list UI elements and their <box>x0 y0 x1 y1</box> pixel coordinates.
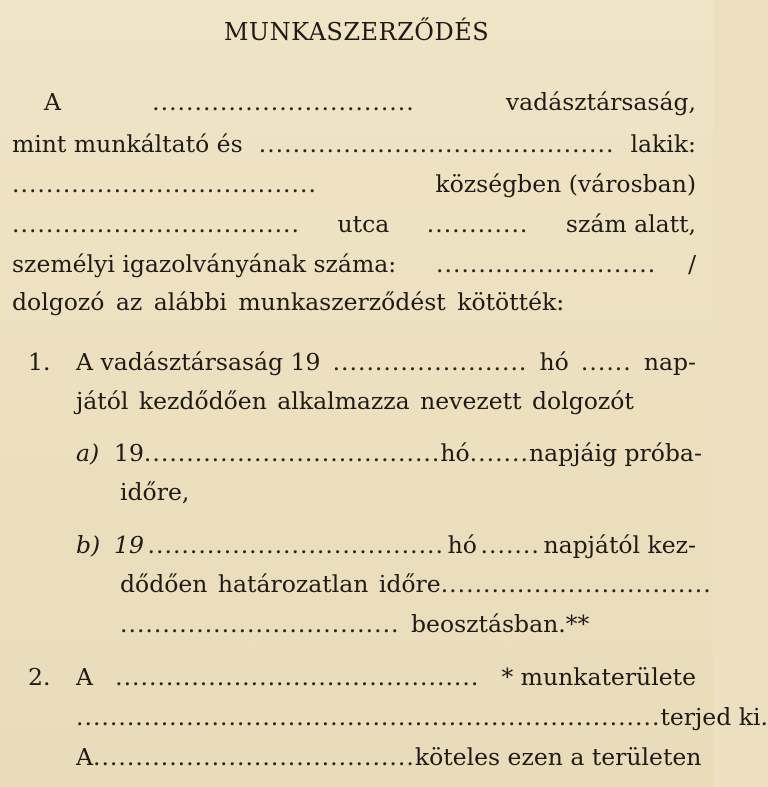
intro-contract-text: dolgozó az alábbi munkaszerződést kötötték: <box>12 288 565 316</box>
intro-street-word: utca <box>337 210 390 238</box>
item-1a-label: a) <box>76 439 100 467</box>
item-1a-time-text: időre, <box>120 478 190 506</box>
blank-village-name: .................................... <box>12 170 317 198</box>
item-1-employ-text: jától kezdődően alkalmazza nevezett dolgozót <box>76 387 634 415</box>
item-1-line-2 <box>76 386 696 416</box>
item-2-article-2: A <box>76 743 93 771</box>
blank-item-1a-day: ....... <box>469 439 529 467</box>
intro-line-3 <box>12 169 696 199</box>
blank-item-1b-position-cont: ................................. <box>120 610 400 638</box>
item-2-article: A <box>76 663 93 691</box>
item-2-number: 2. <box>28 663 51 691</box>
item-1b-assignment-text: beosztásban.** <box>411 610 590 638</box>
item-2-line-3 <box>76 742 702 772</box>
blank-item-1b-day: ....... <box>480 531 540 559</box>
blank-employee-name: .......................................... <box>258 130 615 158</box>
item-2-extends-text: terjed ki. <box>660 703 768 731</box>
item-1b-indefinite-text: dődően határozatlan időre <box>120 570 441 598</box>
intro-article: A <box>44 88 61 116</box>
item-2-line-2 <box>76 702 768 732</box>
blank-item-1b-position: ................................ <box>440 570 712 598</box>
blank-item-1-day: ...... <box>580 348 632 376</box>
item-1a-year-prefix: 19 <box>114 439 144 467</box>
item-1b-month-word: hó <box>447 531 477 559</box>
item-1b-line-2 <box>120 569 712 599</box>
blank-item-2-area: ..................................................................... <box>76 703 661 731</box>
item-2-obliged-text: köteles ezen a területen <box>414 743 702 771</box>
item-1b-year-prefix: 19 <box>114 531 144 559</box>
intro-village-word: községben (városban) <box>435 170 696 198</box>
item-2-line-1 <box>76 662 696 692</box>
blank-item-1-year: ....................... <box>332 348 528 376</box>
intro-number-word: szám alatt, <box>565 210 696 238</box>
blank-item-2-name: ........................................... <box>115 663 480 691</box>
item-1-month-word: hó <box>539 348 569 376</box>
item-1b-line-3 <box>120 609 589 639</box>
intro-line-4 <box>12 209 696 239</box>
blank-item-1a-year: ................................... <box>143 439 441 467</box>
blank-id-number: .......................... <box>436 250 657 278</box>
item-1-line-1 <box>76 347 696 377</box>
blank-item-1b-year: ................................... <box>147 531 444 559</box>
item-1b-label: b) <box>76 531 101 559</box>
intro-lives-word: lakik: <box>630 130 696 158</box>
intro-employer-text: mint munkáltató és <box>12 130 243 158</box>
intro-association-word: vadásztársaság, <box>505 88 696 116</box>
intro-line-2 <box>12 129 696 159</box>
item-1b-line-1 <box>114 530 696 560</box>
blank-association-name: ............................... <box>152 88 415 116</box>
intro-slash: / <box>688 250 696 278</box>
item-1-day-word: nap- <box>643 348 696 376</box>
blank-item-2-person: ...................................... <box>92 743 415 771</box>
intro-line-1 <box>44 87 696 117</box>
item-1a-line-1 <box>114 438 702 468</box>
item-1b-start-text: napjától kez- <box>543 531 696 559</box>
item-1-start-text: A vadásztársaság 19 <box>76 348 321 376</box>
blank-street-name: .................................. <box>12 210 300 238</box>
item-1a-month-word: hó <box>440 439 470 467</box>
item-1-number: 1. <box>28 348 51 376</box>
item-1a-line-2 <box>120 477 189 507</box>
item-1a-trial-text: napjáig próba- <box>528 439 702 467</box>
intro-id-card-text: személyi igazolványának száma: <box>12 250 397 278</box>
intro-line-6 <box>12 287 696 317</box>
blank-house-number: ............ <box>426 210 529 238</box>
item-2-workarea-text: * munkaterülete <box>501 663 696 691</box>
intro-line-5 <box>12 249 696 279</box>
document-title: MUNKASZERZŐDÉS <box>223 18 490 46</box>
